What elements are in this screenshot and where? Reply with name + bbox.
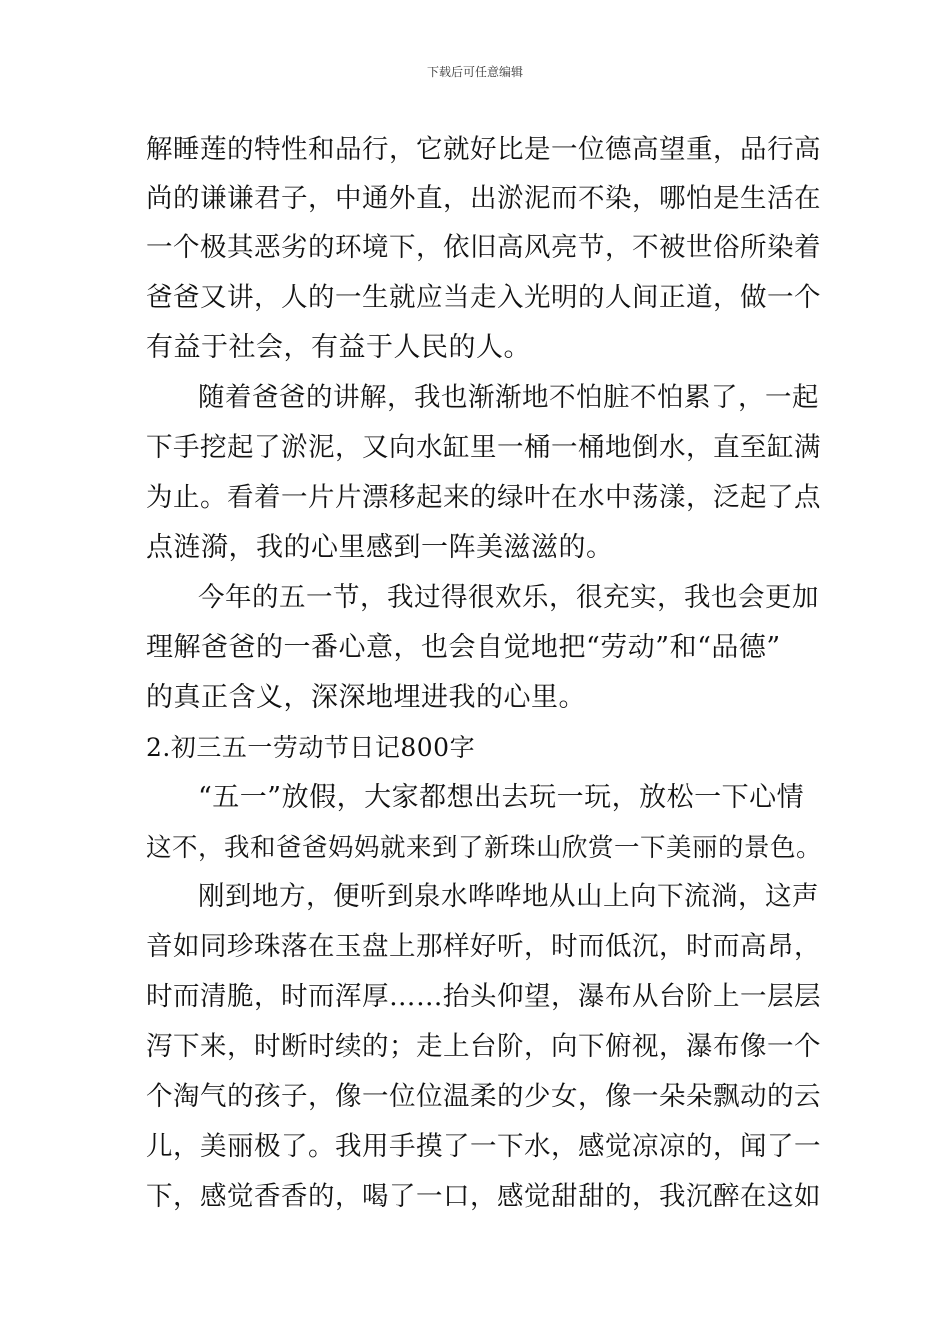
text-line: 时而清脆，时而浑厚……抬头仰望，瀑布从台阶上一层层 [146,981,821,1012]
text-line: 解睡莲的特性和品行，它就好比是一位德高望重，品行高 [146,134,821,165]
text-line: 为止。看着一片片漂移起来的绿叶在水中荡漾，泛起了点 [146,482,821,513]
text-line: 个淘气的孩子，像一位位温柔的少女，像一朵朵飘动的云 [146,1081,821,1112]
text-line: 刚到地方，便听到泉水哗哗地从山上向下流淌，这声 [198,881,819,912]
page-header: 下载后可任意编辑 [426,65,523,79]
text-line: 有益于社会，有益于人民的人。 [146,332,531,363]
text-line: 泻下来，时断时续的；走上台阶，向下俯视，瀑布像一个 [146,1031,821,1062]
text-line: 随着爸爸的讲解，我也渐渐地不怕脏不怕累了，一起 [198,382,819,413]
text-line: 爸爸又讲，人的一生就应当走入光明的人间正道，做一个 [146,282,821,313]
section-heading: 2.初三五一劳动节日记800字 [146,733,476,762]
text-line: 一个极其恶劣的环境下，依旧高风亮节，不被世俗所染着 [146,232,821,263]
text-line: 理解爸爸的一番心意，也会自觉地把“劳动”和“品德” [146,632,781,663]
text-line: 这不，我和爸爸妈妈就来到了新珠山欣赏一下美丽的景色。 [146,833,823,863]
text-line: 下，感觉香香的，喝了一口，感觉甜甜的，我沉醉在这如 [146,1181,821,1212]
text-line: 尚的谦谦君子，中通外直，出淤泥而不染，哪怕是生活在 [146,183,821,214]
text-line: 的真正含义，深深地埋进我的心里。 [146,682,586,713]
text-line: 儿，美丽极了。我用手摸了一下水，感觉凉凉的，闻了一 [146,1131,821,1162]
text-line: 今年的五一节，我过得很欢乐，很充实，我也会更加 [198,582,819,613]
text-line: “五一”放假，大家都想出去玩一玩，放松一下心情 [198,782,805,813]
text-line: 点涟漪，我的心里感到一阵美滋滋的。 [146,532,614,563]
text-line: 下手挖起了淤泥，又向水缸里一桶一桶地倒水，直至缸满 [146,432,821,463]
text-line: 音如同珍珠落在玉盘上那样好听，时而低沉，时而高昂， [146,931,821,962]
